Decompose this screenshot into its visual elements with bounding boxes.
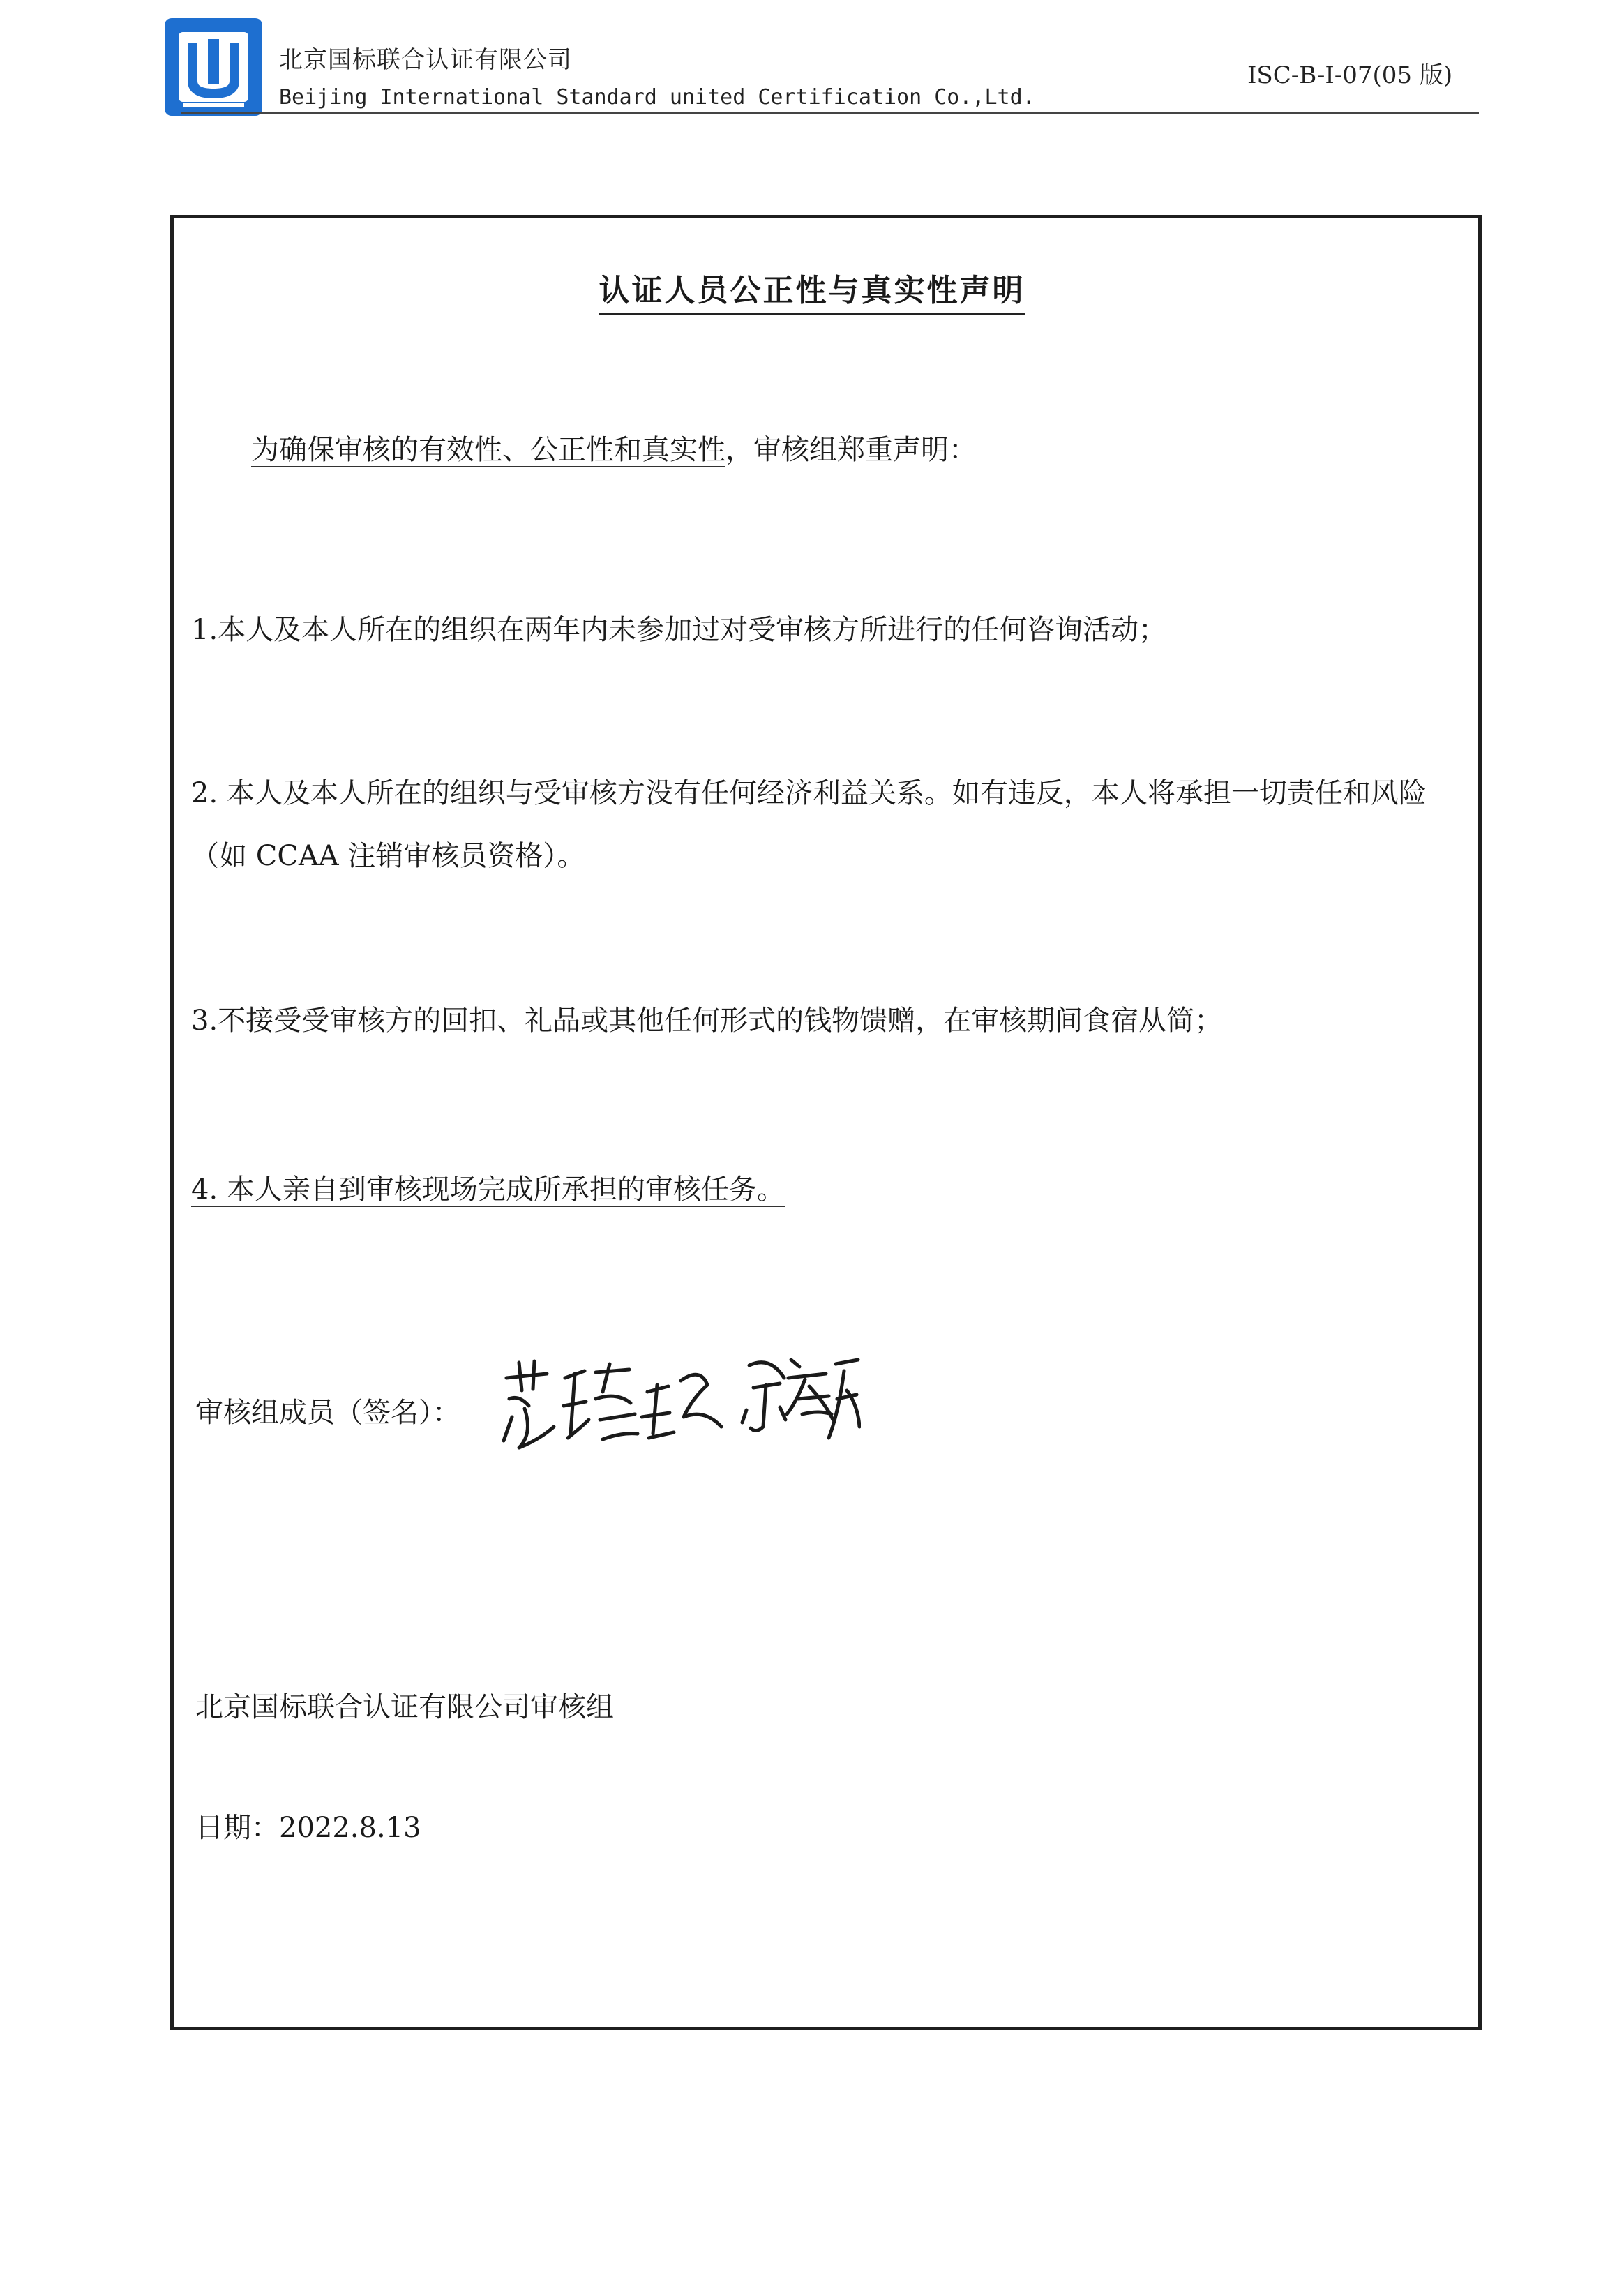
statement-item-2: 2. 本人及本人所在的组织与受审核方没有任何经济利益关系。如有违反，本人将承担一切责任和风险（如 CCAA 注销审核员资格）。: [191, 777, 1427, 872]
signature-label: 审核组成员（签名）：: [195, 1397, 460, 1429]
statement-item-3: 3.不接受受审核方的回扣、礼品或其他任何形式的钱物馈赠，在审核期间食宿从简；: [191, 1005, 1223, 1037]
intro-underlined-text: 为确保审核的有效性、公正性和真实性: [251, 434, 725, 466]
audit-group-name: 北京国标联合认证有限公司审核组: [195, 1691, 614, 1723]
statement-intro: [251, 419, 977, 481]
statement-date: 日期：2022.8.13: [195, 1812, 421, 1844]
company-logo: [162, 15, 265, 119]
company-name-cn: 北京国标联合认证有限公司: [279, 46, 572, 74]
handwritten-signature: [498, 1350, 861, 1462]
statement-title-text: 认证人员公正性与真实性声明: [599, 273, 1025, 315]
statement-item-4-text: 4. 本人亲自到审核现场完成所承担的审核任务。: [191, 1173, 785, 1206]
statement-frame: [170, 215, 1482, 2030]
document-code: ISC-B-I-07(05 版): [1247, 61, 1453, 89]
statement-item-1: 1.本人及本人所在的组织在两年内未参加过对受审核方所进行的任何咨询活动；: [191, 614, 1167, 646]
company-name-en: Beijing International Standard united Certification Co.,Ltd.: [279, 85, 1035, 110]
header-divider: [181, 112, 1479, 114]
intro-text: ，审核组郑重声明：: [725, 434, 977, 466]
statement-title: [0, 265, 1624, 310]
statement-item-4: [191, 1158, 785, 1221]
